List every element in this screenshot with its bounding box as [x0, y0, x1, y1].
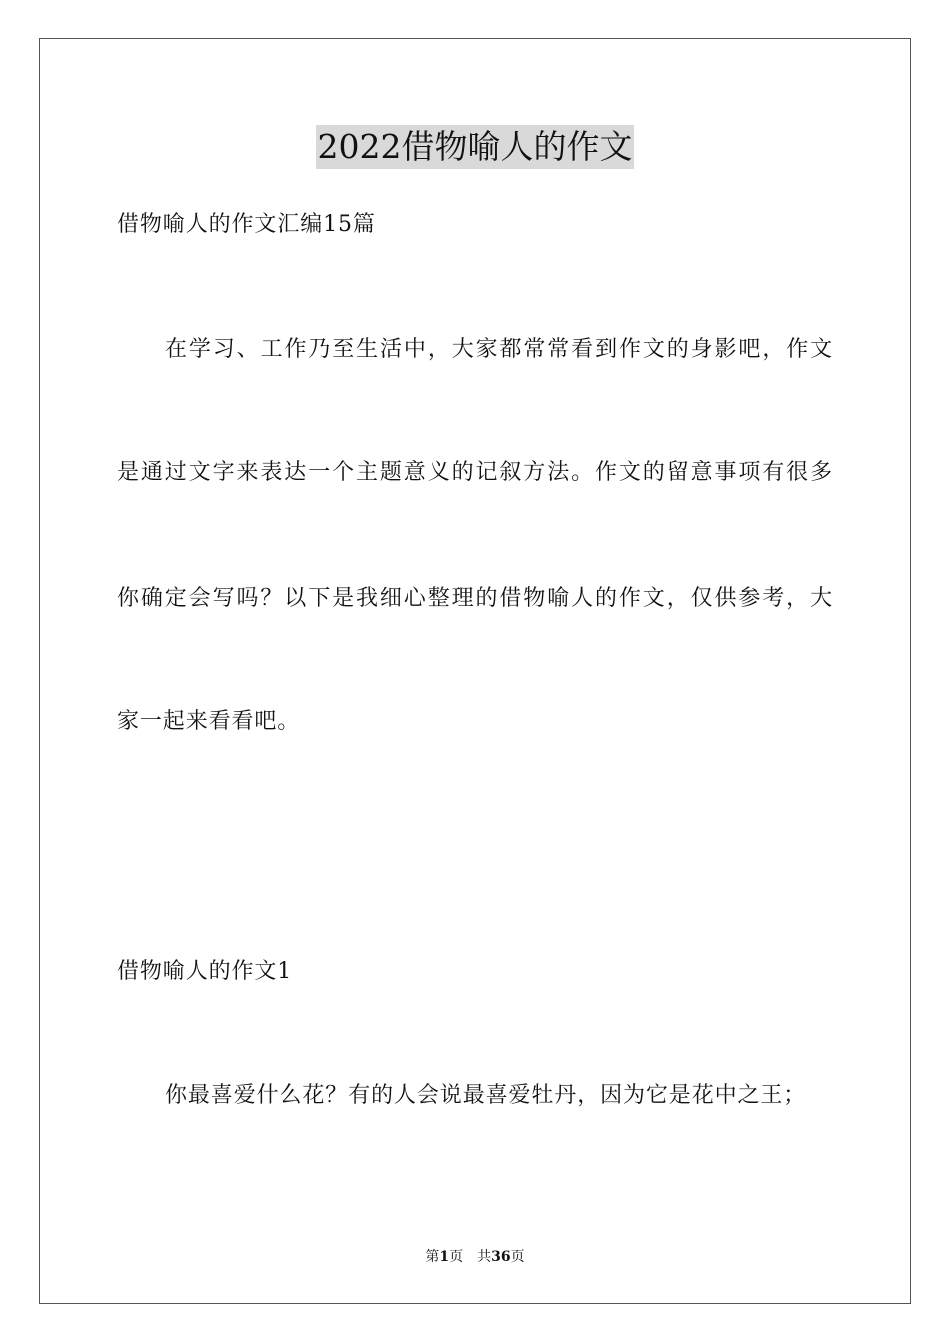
section-line-1: 你最喜爱什么花？有的人会说最喜爱牡丹，因为它是花中之王； [165, 1083, 807, 1108]
intro-line-2: 是通过文字来表达一个主题意义的记叙方法。作文的留意事项有很多 [117, 460, 833, 485]
intro-line-4: 家一起来看看吧。 [117, 709, 301, 734]
footer-current-page: 1 [439, 1249, 450, 1265]
title-container [0, 125, 950, 169]
intro-line-3: 你确定会写吗？以下是我细心整理的借物喻人的作文，仅供参考，大 [117, 586, 833, 611]
footer-suffix: 页 [510, 1249, 525, 1265]
document-title: 2022借物喻人的作文 [316, 125, 635, 169]
section-heading: 借物喻人的作文1 [117, 959, 293, 984]
footer-prefix: 第 [425, 1249, 440, 1265]
footer-mid: 页 共 [449, 1249, 492, 1265]
page-footer [0, 1248, 950, 1266]
document-subtitle: 借物喻人的作文汇编15篇 [117, 212, 376, 237]
intro-line-1: 在学习、工作乃至生活中，大家都常常看到作文的身影吧，作文 [165, 337, 833, 362]
footer-total-pages: 36 [491, 1249, 511, 1265]
